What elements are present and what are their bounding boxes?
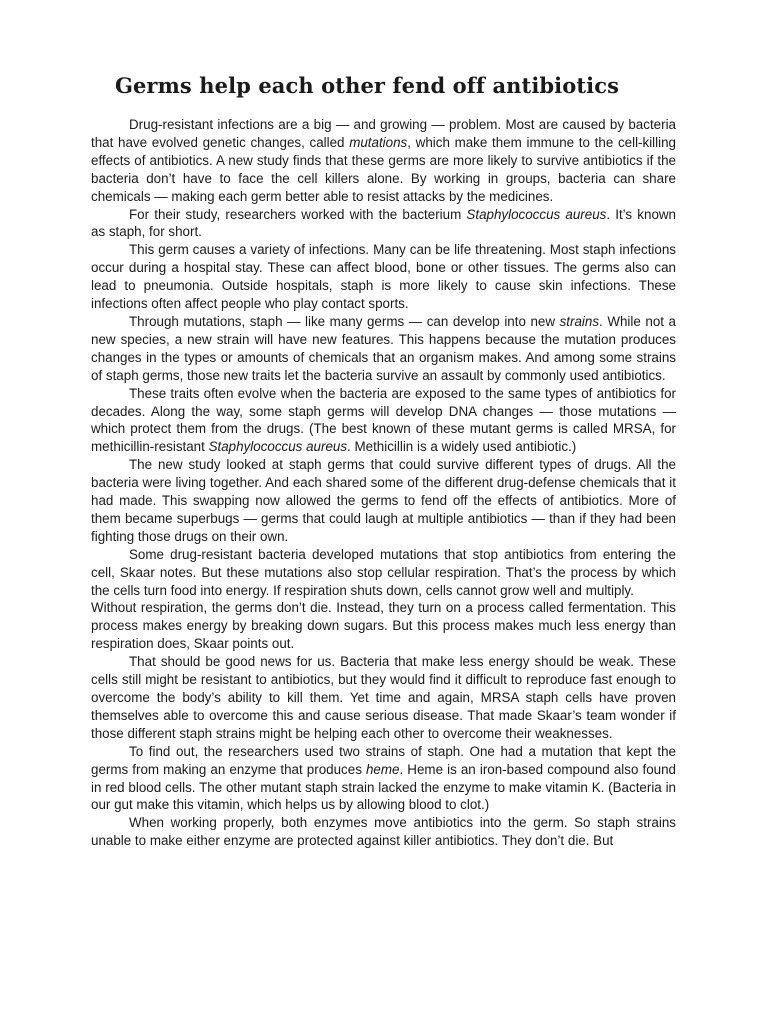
paragraph-text: When working properly, both enzymes move antibiotics into the germ. So staph strains unable to make either enzyme are protected against killer antibiotics. They don’t die. But	[91, 815, 676, 849]
article-paragraph	[91, 743, 676, 815]
paragraph-text: . Heme is an iron-based compound also found in red blood cells. The other mutant staph strain lacked the enzyme to make vitamin K. (Bacteria in our gut make this vitamin, which helps us by allowing blood to clot.)	[91, 761, 676, 813]
paragraph-text: This germ causes a variety of infections. Many can be life threatening. Most staph infections occur during a hospital stay. These can affect blood, bone or other tissues. The germs also can lead to pneumonia. Outside hospitals, staph is more likely to cause skin infections. These infections often affect people who play contact sports.	[91, 242, 676, 312]
italic-term: strains	[559, 313, 600, 329]
paragraph-text: To find out, the researchers used two strains of staph. One had a mutation that kept the germs from making an enzyme that produces	[91, 743, 676, 777]
article-body	[91, 116, 676, 850]
article-paragraph	[91, 206, 676, 242]
article-paragraph	[91, 241, 676, 313]
article-paragraph	[91, 385, 676, 457]
paragraph-text: For their study, researchers worked with the bacterium	[129, 206, 467, 222]
document-title: Germs help each other fend off antibiotics	[114, 73, 620, 98]
paragraph-text: That should be good news for us. Bacteria that make less energy should be weak. These cells still might be resistant to antibiotics, but they would find it difficult to reproduce fast enough to overcome the body’s ability to kill them. Yet time and again, MRSA staph cells have proven themselves able to overcome this and cause serious disease. That made Skaar’s team wonder if those different staph strains might be helping each other to overcome their weaknesses.	[91, 654, 676, 741]
paragraph-text: . It’s known as staph, for short.	[91, 206, 677, 240]
paragraph-text: Drug-resistant infections are a big — and growing — problem. Most are caused by bacteria that have evolved genetic changes, called	[91, 117, 676, 150]
paragraph-text: Without respiration, the germs don’t die. Instead, they turn on a process called fermentation. This process makes energy by breaking down sugars. But this process makes much less energy than respiration does, Skaar points out.	[91, 600, 676, 652]
italic-term: mutations	[349, 134, 408, 150]
italic-term: heme	[365, 761, 400, 777]
paragraph-text: , which make them immune to the cell-killing effects of antibiotics. A new study finds that these germs are more likely to survive antibiotics if the bacteria don’t have to face the cell killers alone. By working in groups, bacteria can share chemicals — making each germ better able to resist attacks by the medicines.	[91, 134, 676, 204]
article-paragraph	[91, 313, 676, 385]
paragraph-text: . Methicillin is a widely used antibiotic.)	[347, 439, 577, 455]
paragraph-text: The new study looked at staph germs that could survive different types of drugs. All the bacteria were living together. And each shared some of the different drug-defense chemicals that it had made. This swapping now allowed the germs to fend off the effects of antibiotics. More of them became superbugs — germs that could laugh at multiple antibiotics — than if they had been fighting those drugs on their own.	[91, 457, 676, 544]
paragraph-text: Some drug-resistant bacteria developed mutations that stop antibiotics from entering the cell, Skaar notes. But these mutations also stop cellular respiration. That’s the process by which the cells turn food into energy. If respiration shuts down, cells cannot grow well and multiply.	[91, 546, 676, 598]
article-paragraph	[91, 814, 676, 850]
paragraph-text: These traits often evolve when the bacteria are exposed to the same types of antibiotics for decades. Along the way, some staph germs will develop DNA changes — those mutations — which protect them from the drugs. (The best known of these mutant germs is called MRSA, for methicillin-resistant	[91, 385, 676, 455]
italic-term: Staphylococcus aureus	[208, 439, 348, 455]
paragraph-text: . While not a new species, a new strain will have new features. This happens because the mutation produces changes in the types or amounts of chemicals that an organism makes. And among some strains of staph germs, those new traits let the bacteria survive an assault by commonly used antibiotics.	[91, 313, 676, 383]
italic-term: Staphylococcus aureus	[466, 206, 607, 222]
article-paragraph	[91, 456, 676, 546]
article-paragraph	[91, 653, 676, 743]
paragraph-text: Through mutations, staph — like many germs — can develop into new	[129, 313, 560, 329]
article-paragraph	[91, 546, 676, 600]
article-paragraph	[91, 116, 676, 206]
article-paragraph	[91, 599, 676, 653]
